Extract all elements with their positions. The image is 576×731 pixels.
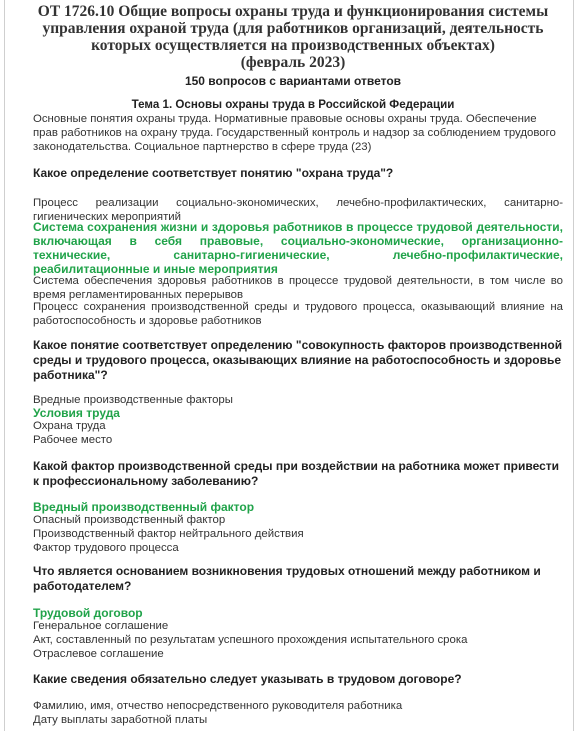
answer-option: Рабочее место [33,434,113,446]
correct-answer-option: Вредный производственный фактор [33,500,255,514]
answer-option: Процесс реализации социально-экономических, лечебно-профилактических, санитарно-гигиенических мероприятий [33,197,563,223]
answer-option: Вредные производственные факторы [33,394,233,406]
topic-description: Основные понятия охраны труда. Нормативные правовые основы охраны труда. Обеспечение прав работников на охрану труда. Государственный контроль и надзор за соблюдением трудового законодательства. Социальное партнерство в сфере труда (23) [33,113,556,153]
answer-option: Генеральное соглашение [33,620,169,632]
answer-option: Опасный производственный фактор [33,514,226,526]
document-title-date: (февраль 2023) [240,54,346,71]
correct-answer-option: Трудовой договор [33,606,143,620]
correct-answer-option: Условия труда [33,406,120,420]
question-text: Что является основанием возникновения трудовых отношений между работником и работодателем? [33,564,541,593]
answer-option: Система обеспечения здоровья работников в процессе трудовой деятельности, в том числе во время регламентированных перерывов [33,275,563,301]
correct-answer-option: Система сохранения жизни и здоровья работников в процессе трудовой деятельности, включающая в себя правовые, социально-экономические, организационно-технические, санитарно-гигиенические, лечебно-профилактические, реабилитационные и иные мероприятия [33,220,563,276]
question-text: Какие сведения обязательно следует указывать в трудовом договоре? [33,672,462,686]
answer-option: Процесс сохранения производственной среды и трудового процесса, оказывающий влияние на работоспособность и здоровье работников [33,301,563,327]
document-title-line: которых осуществляется на производственных объектах) [91,37,495,54]
answer-option: Фактор трудового процесса [33,542,179,554]
document-title-line: управления охраной труда (для работников организаций, деятельность [42,20,544,37]
answer-option: Охрана труда [33,420,106,432]
question-text: Какое понятие соответствует определению "совокупность факторов производственной среды и трудового процесса, оказывающих влияние на работоспособность и здоровье работника"? [33,338,563,382]
answer-option: Отраслевое соглашение [33,648,164,660]
answer-option: Производственный фактор нейтрального действия [33,528,304,540]
answer-option: Дату выплаты заработной платы [33,714,208,726]
topic-heading: Тема 1. Основы охраны труда в Российской Федерации [131,98,455,111]
document-title-line: ОТ 1726.10 Общие вопросы охраны труда и функционирования системы [37,3,549,20]
document-page [4,0,574,731]
document-subtitle: 150 вопросов с вариантами ответов [184,74,402,88]
answer-option: Фамилию, имя, отчество непосредственного руководителя работника [33,700,403,712]
question-text: Какое определение соответствует понятию "охрана труда"? [33,166,394,180]
question-text: Какой фактор производственной среды при воздействии на работника может привести к профессиональному заболеванию? [33,459,560,488]
answer-option: Акт, составленный по результатам успешного прохождения испытательного срока [33,634,468,646]
